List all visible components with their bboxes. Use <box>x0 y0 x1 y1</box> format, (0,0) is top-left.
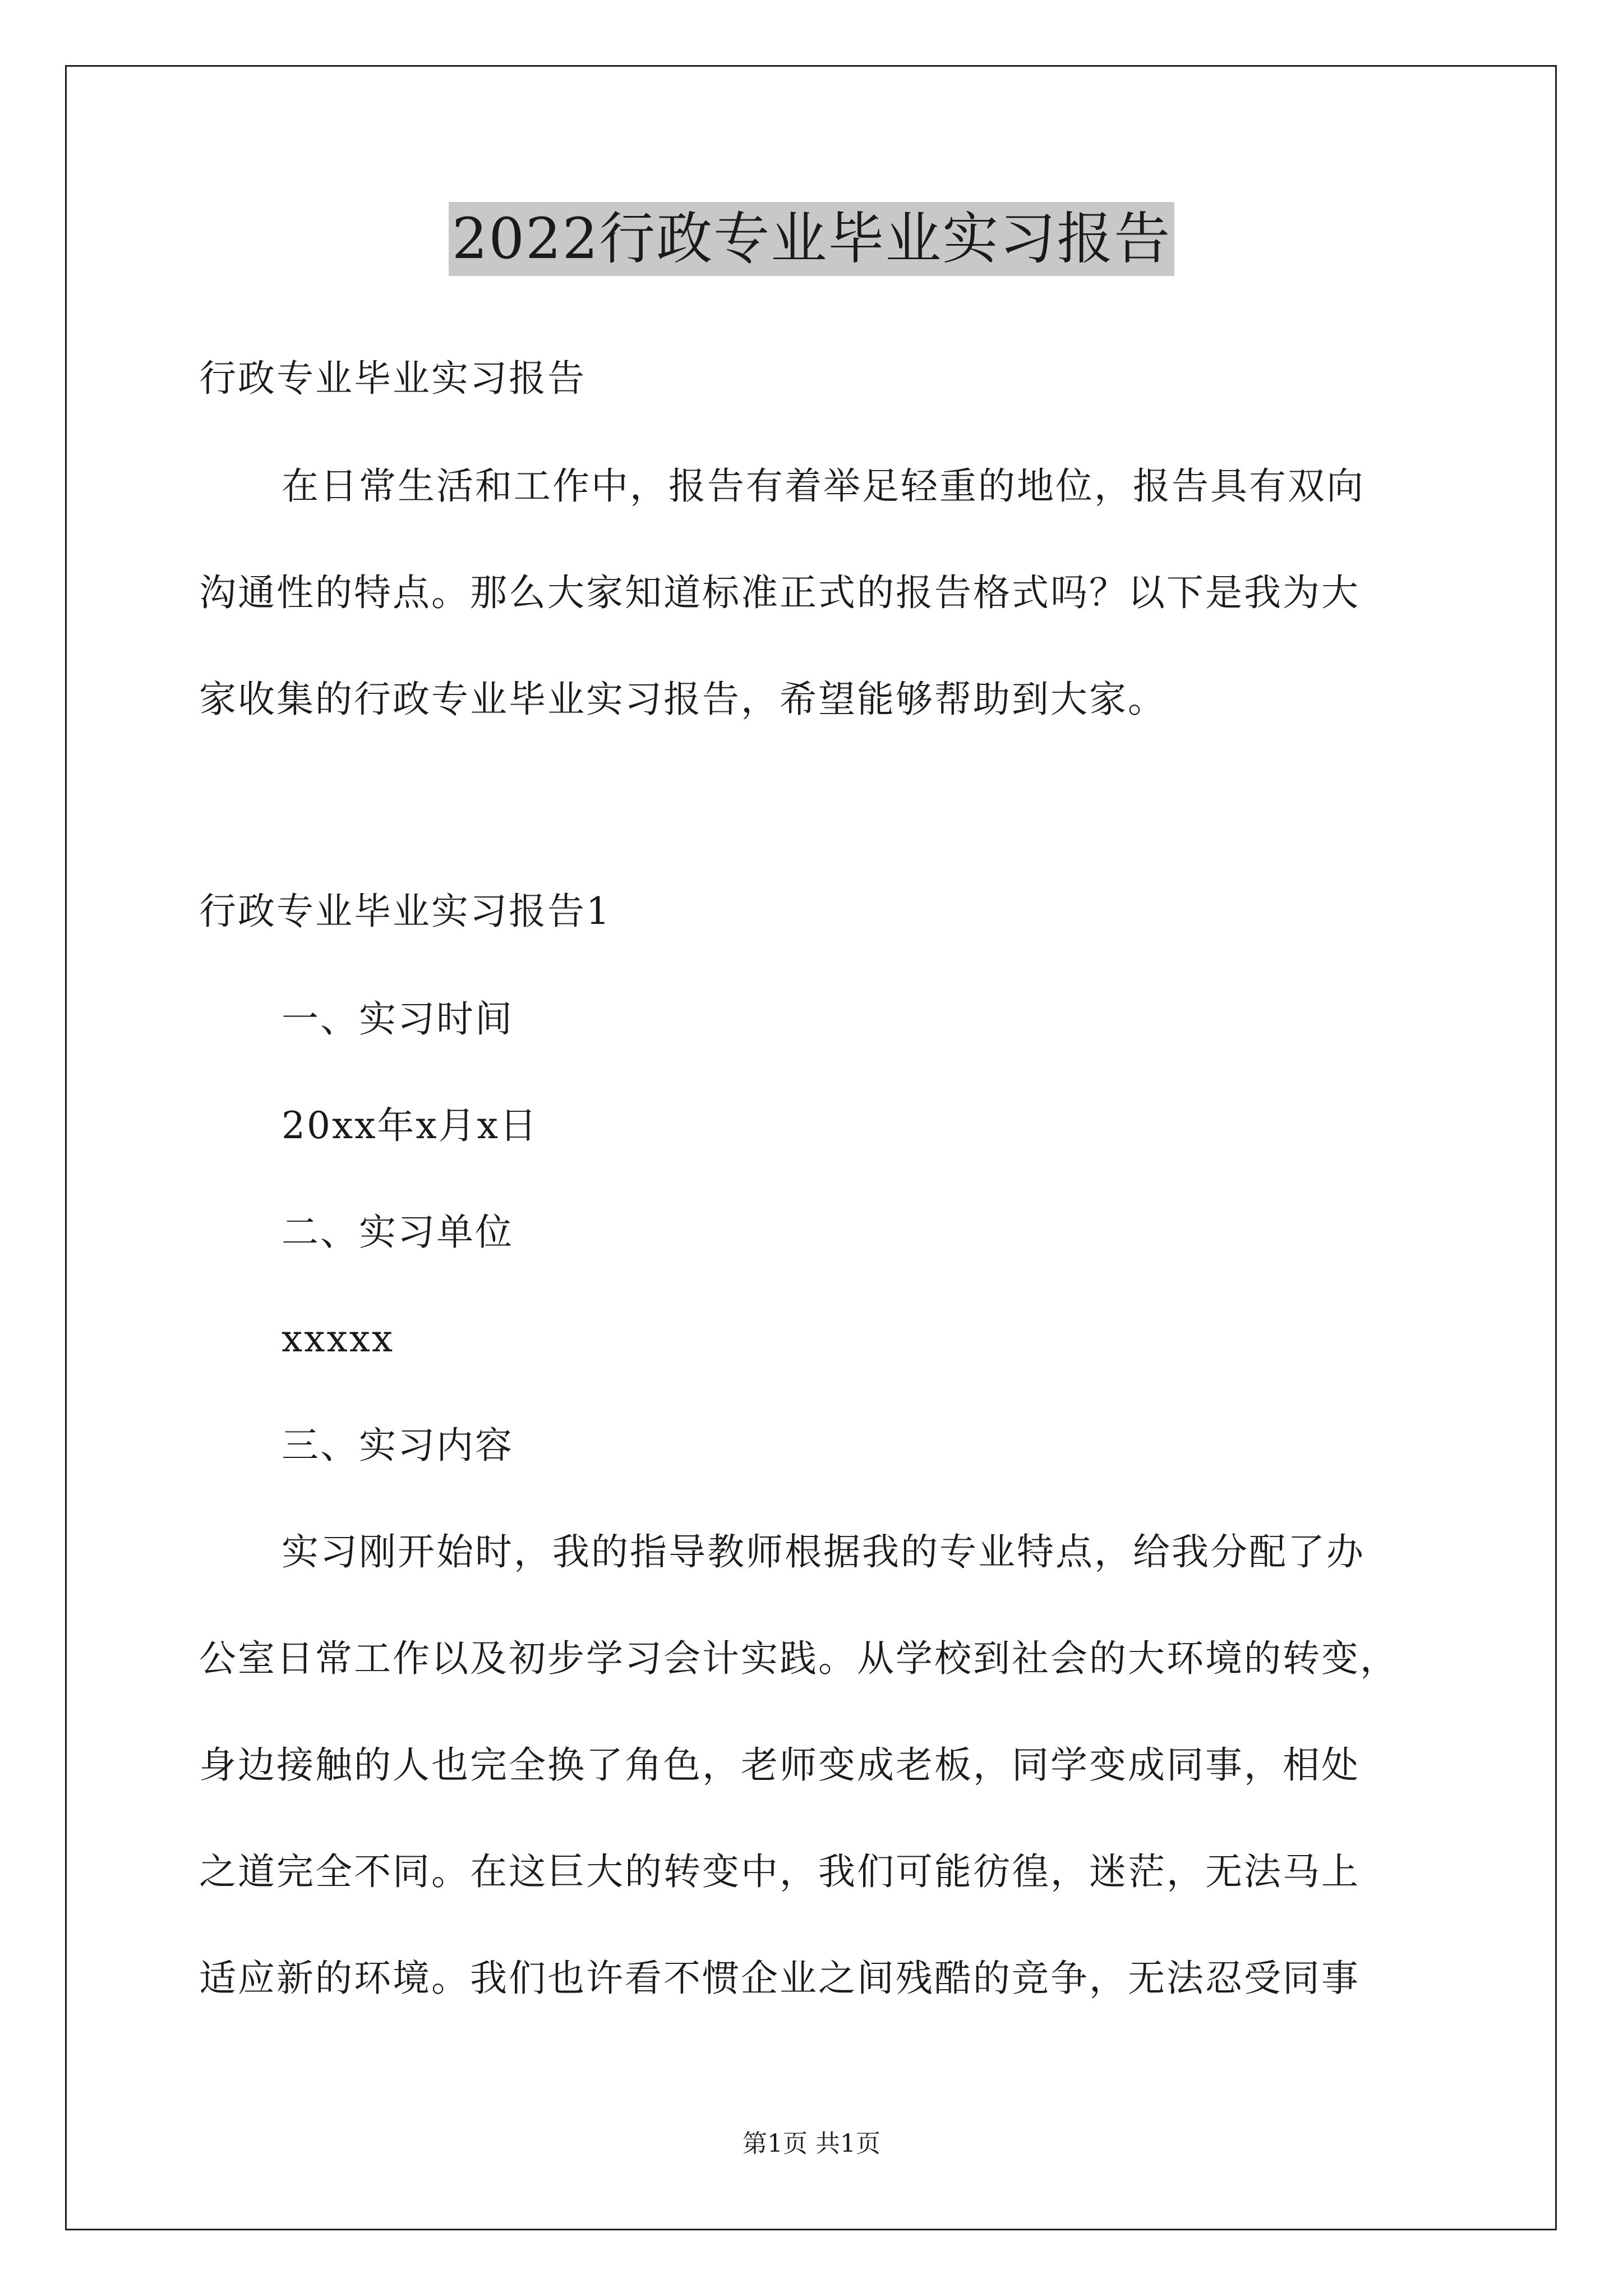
paragraph-line: xxxxx <box>282 1317 395 1360</box>
document-title-wrap <box>0 202 1623 276</box>
section-heading: 行政专业毕业实习报告 <box>199 357 586 400</box>
page-number-footer: 第1页 共1页 <box>743 2129 880 2158</box>
section-heading: 行政专业毕业实习报告1 <box>199 890 611 933</box>
paragraph-line: 家收集的行政专业毕业实习报告，希望能够帮助到大家。 <box>199 678 1166 721</box>
paragraph-line: 之道完全不同。在这巨大的转变中，我们可能彷徨，迷茫，无法马上 <box>199 1850 1360 1893</box>
subheading: 一、实习时间 <box>282 997 514 1041</box>
paragraph-line: 在日常生活和工作中，报告有着举足轻重的地位，报告具有双向 <box>282 464 1365 508</box>
paragraph-line: 实习刚开始时，我的指导教师根据我的专业特点，给我分配了办 <box>282 1530 1365 1573</box>
subheading: 二、实习单位 <box>282 1211 514 1254</box>
paragraph-line: 适应新的环境。我们也许看不惯企业之间残酷的竞争，无法忍受同事 <box>199 1957 1360 2000</box>
document-title: 2022行政专业毕业实习报告 <box>449 202 1175 276</box>
paragraph-line: 沟通性的特点。那么大家知道标准正式的报告格式吗？以下是我为大 <box>199 571 1360 614</box>
paragraph-line: 20xx年x月x日 <box>282 1104 538 1147</box>
subheading: 三、实习内容 <box>282 1424 514 1467</box>
paragraph-line: 公室日常工作以及初步学习会计实践。从学校到社会的大环境的转变， <box>199 1637 1399 1680</box>
paragraph-line: 身边接触的人也完全换了角色，老师变成老板，同学变成同事，相处 <box>199 1743 1360 1787</box>
